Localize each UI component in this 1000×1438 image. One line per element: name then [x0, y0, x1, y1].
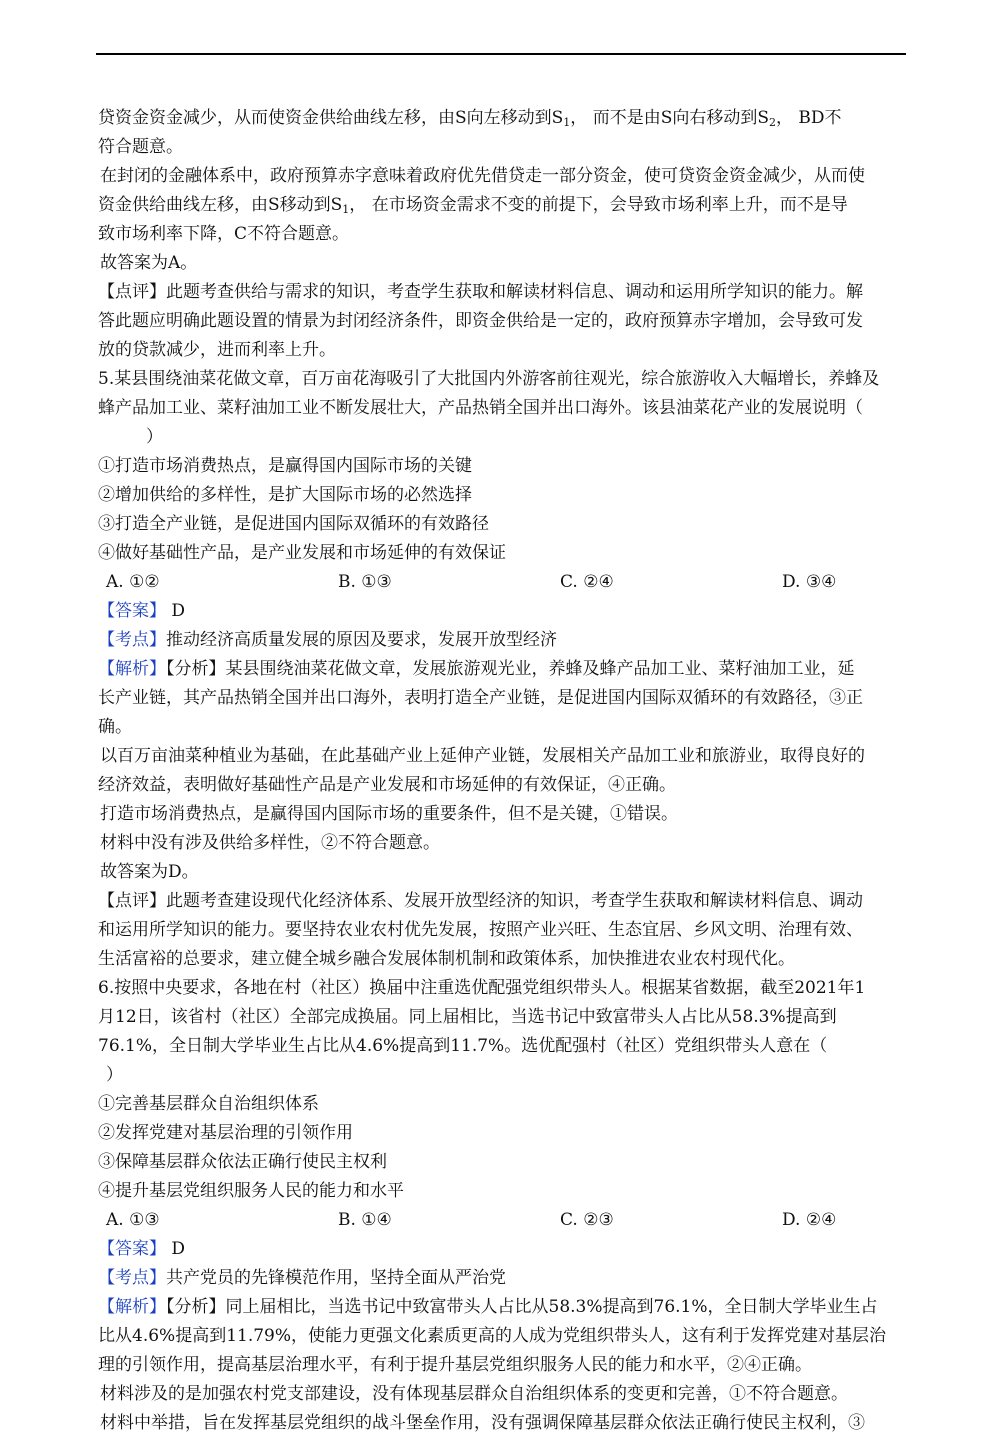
q5-answer [98, 597, 908, 626]
q6-stem-2: 月12日，该省村（社区）全部完成换届。同上届相比，当选书记中致富带头人占比从58.3%提高到 [98, 1007, 837, 1027]
q4-line-1 [98, 104, 908, 133]
q6-point [98, 1264, 908, 1293]
q6-analysis-1 [98, 1293, 908, 1322]
q5-analysis-6: 打造市场消费热点，是赢得国内国际市场的重要条件，但不是关键，①错误。 [100, 804, 678, 824]
q5-analysis-1 [98, 655, 908, 684]
q4-line-3: 在封闭的金融体系中，政府预算赤字意味着政府优先借贷走一部分资金，使可贷资金资金减少，从而使 [100, 166, 865, 186]
point-text: 共产党员的先锋模范作用，坚持全面从严治党 [166, 1268, 506, 1288]
q5-option-c: C. ②④ [560, 572, 614, 592]
q4-line-4 [98, 191, 908, 220]
q6-option-c: C. ②③ [560, 1210, 614, 1230]
q4-line-2: 符合题意。 [98, 137, 183, 157]
q5-stem-1: 5.某县围绕油菜花做文章，百万亩花海吸引了大批国内外游客前往观光，综合旅游收入大幅增长，养蜂及 [98, 369, 880, 389]
subscript: 2 [769, 116, 776, 129]
q5-analysis-2: 长产业链，其产品热销全国并出口海外，表明打造全产业链，是促进国内国际双循环的有效路径，③正 [98, 688, 863, 708]
analysis-tag: 【解析】 [98, 659, 166, 679]
q6-option-a: A. ①③ [106, 1210, 160, 1230]
q5-item-3: ③打造全产业链，是促进国内国际双循环的有效路径 [98, 514, 489, 534]
q6-option-d: D. ②④ [782, 1210, 837, 1230]
q6-option-b: B. ①④ [338, 1210, 392, 1230]
q6-answer [98, 1235, 908, 1264]
q5-option-a: A. ①② [106, 572, 160, 592]
q5-stem-2: 蜂产品加工业、菜籽油加工业不断发展壮大，产品热销全国并出口海外。该县油菜花产业的发展说明（ [98, 398, 863, 418]
q6-stem-1: 6.按照中央要求，各地在村（社区）换届中注重选优配强党组织带头人。根据某省数据，截至2021年1 [98, 978, 866, 998]
comment-tag: 【点评】 [98, 891, 166, 911]
page-content [98, 104, 908, 1438]
q4-comment-1 [98, 278, 908, 307]
subscript: 1 [563, 116, 571, 129]
q5-comment-2: 和运用所学知识的能力。要坚持农业农村优先发展，按照产业兴旺、生态宜居、乡风文明、治理有效、 [98, 920, 863, 940]
q5-item-4: ④做好基础性产品，是产业发展和市场延伸的有效保证 [98, 543, 506, 563]
q5-analysis-3: 确。 [98, 717, 132, 737]
q6-analysis-3: 理的引领作用，提高基层治理水平，有利于提升基层党组织服务人民的能力和水平，②④正确。 [98, 1355, 812, 1375]
answer-tag: 【答案】 [98, 1239, 166, 1259]
q6-stem-4: ） [106, 1065, 123, 1085]
q4-comment-2: 答此题应明确此题设置的情景为封闭经济条件，即资金供给是一定的，政府预算赤字增加，会导致可发 [98, 311, 863, 331]
q5-comment-3: 生活富裕的总要求，建立健全城乡融合发展体制机制和政策体系，加快推进农业农村现代化。 [98, 949, 795, 969]
q4-comment-3: 放的贷款减少，进而利率上升。 [98, 340, 336, 360]
text-segment: ， BD不 [776, 108, 842, 128]
q6-item-1: ①完善基层群众自治组织体系 [98, 1094, 319, 1114]
q5-analysis-7: 材料中没有涉及供给多样性，②不符合题意。 [100, 833, 440, 853]
point-text: 推动经济高质量发展的原因及要求，发展开放型经济 [166, 630, 557, 650]
comment-tag: 【点评】 [98, 282, 166, 302]
text-segment: ， 在市场资金需求不变的前提下，会导致市场利率上升，而不是导 [349, 195, 848, 215]
q6-item-3: ③保障基层群众依法正确行使民主权利 [98, 1152, 387, 1172]
q5-analysis-4: 以百万亩油菜种植业为基础，在此基础产业上延伸产业链，发展相关产品加工业和旅游业，取得良好的 [100, 746, 865, 766]
text-segment: 【分析】同上届相比，当选书记中致富带头人占比从58.3%提高到76.1%，全日制大学毕业生占 [166, 1297, 878, 1317]
q6-options [98, 1206, 908, 1235]
q5-stem-3: ） [146, 427, 163, 447]
q4-line-5: 致市场利率下降，C不符合题意。 [98, 224, 350, 244]
q5-option-b: B. ①③ [338, 572, 392, 592]
q5-item-1: ①打造市场消费热点，是赢得国内国际市场的关键 [98, 456, 472, 476]
point-tag: 【考点】 [98, 630, 166, 650]
q6-analysis-5: 材料中举措，旨在发挥基层党组织的战斗堡垒作用，没有强调保障基层群众依法正确行使民主权利，③ [100, 1413, 865, 1433]
q5-item-2: ②增加供给的多样性，是扩大国际市场的必然选择 [98, 485, 472, 505]
answer-value: D [166, 601, 186, 621]
q6-stem-3: 76.1%，全日制大学毕业生占比从4.6%提高到11.7%。选优配强村（社区）党组织带头人意在（ [98, 1036, 828, 1056]
q6-item-2: ②发挥党建对基层治理的引领作用 [98, 1123, 353, 1143]
answer-tag: 【答案】 [98, 601, 166, 621]
text-segment: 此题考查供给与需求的知识，考查学生获取和解读材料信息、调动和运用所学知识的能力。解 [166, 282, 863, 302]
q4-conclusion: 故答案为A。 [100, 253, 198, 273]
subscript: 1 [342, 203, 350, 216]
text-segment: 资金供给曲线左移，由S移动到S [98, 195, 343, 215]
text-segment: 【分析】某县围绕油菜花做文章，发展旅游观光业，养蜂及蜂产品加工业、菜籽油加工业，延 [166, 659, 855, 679]
q5-options [98, 568, 908, 597]
answer-value: D [166, 1239, 186, 1259]
q5-option-d: D. ③④ [782, 572, 837, 592]
text-segment: ， 而不是由S向右移动到S [570, 108, 769, 128]
point-tag: 【考点】 [98, 1268, 166, 1288]
q5-point [98, 626, 908, 655]
header-rule [96, 53, 906, 55]
q6-analysis-2: 比从4.6%提高到11.79%，使能力更强文化素质更高的人成为党组织带头人，这有利于发挥党建对基层治 [98, 1326, 887, 1346]
q5-conclusion: 故答案为D。 [100, 862, 199, 882]
q6-analysis-4: 材料涉及的是加强农村党支部建设，没有体现基层群众自治组织体系的变更和完善，①不符合题意。 [100, 1384, 848, 1404]
text-segment: 贷资金资金减少，从而使资金供给曲线左移，由S向左移动到S [98, 108, 564, 128]
analysis-tag: 【解析】 [98, 1297, 166, 1317]
q6-item-4: ④提升基层党组织服务人民的能力和水平 [98, 1181, 404, 1201]
text-segment: 此题考查建设现代化经济体系、发展开放型经济的知识，考查学生获取和解读材料信息、调动 [166, 891, 863, 911]
q5-comment-1 [98, 887, 908, 916]
q5-analysis-5: 经济效益，表明做好基础性产品是产业发展和市场延伸的有效保证，④正确。 [98, 775, 676, 795]
